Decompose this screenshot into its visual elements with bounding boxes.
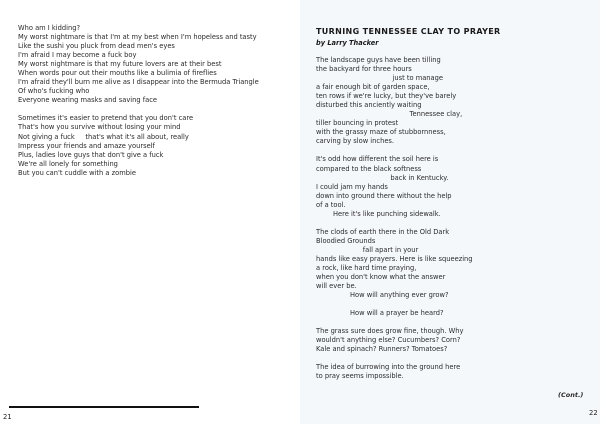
left-poem bbox=[18, 24, 259, 187]
poem-line: The landscape guys have been tilling bbox=[316, 56, 441, 64]
stanza bbox=[316, 155, 473, 218]
poem-byline: by Larry Thacker bbox=[316, 39, 379, 47]
poem-line: Sometimes it's easier to pretend that you don't care bbox=[18, 114, 194, 123]
poem-line: The idea of burrowing into the ground here bbox=[316, 363, 461, 372]
stanza bbox=[316, 327, 473, 354]
poem-line: That's how you survive without losing your mind bbox=[18, 123, 181, 132]
poem-line: tiller bouncing in protest bbox=[316, 119, 399, 128]
poem-line: I'm afraid they'll burn me alive as I disappear into the Bermuda Triangle bbox=[18, 78, 259, 87]
poem-line: carving by slow inches. bbox=[316, 137, 395, 146]
poem-line: fall apart in your bbox=[316, 245, 419, 254]
poem-line: We're all lonely for something bbox=[18, 159, 118, 168]
poem-line: hands like easy prayers. Here is like squeezing bbox=[316, 254, 473, 263]
poem-line: Kale and spinach? Runners? Tomatoes? bbox=[316, 345, 448, 354]
poem-line: Who am I kidding? bbox=[18, 24, 81, 32]
left-footer-rule bbox=[9, 406, 199, 408]
poem-line: The grass sure does grow fine, though. Why bbox=[316, 327, 464, 336]
poem-line: disturbed this anciently waiting bbox=[316, 101, 422, 110]
poem-line: Not giving a fuck that's what it's all about, really bbox=[18, 132, 189, 141]
poem-line: with the grassy maze of stubbornness, bbox=[316, 128, 446, 137]
poem-line: of a tool. bbox=[316, 200, 346, 209]
stanza bbox=[316, 228, 473, 300]
poem-line: Bloodied Grounds bbox=[316, 236, 376, 245]
poem-line: My worst nightmare is that I'm at my best when I'm hopeless and tasty bbox=[18, 33, 257, 42]
poem-line: How will anything ever grow? bbox=[316, 291, 449, 300]
poem-line: The clods of earth there in the Old Dark bbox=[316, 227, 450, 236]
poem-line: But you can't cuddle with a zombie bbox=[18, 168, 136, 177]
stanza bbox=[316, 363, 473, 381]
stanza bbox=[18, 114, 259, 177]
poem-line: to pray seems impossible. bbox=[316, 372, 404, 381]
poem-line: down into ground there without the help bbox=[316, 191, 452, 200]
left-page-number: 21 bbox=[3, 413, 12, 421]
poem-line: Of who's fucking who bbox=[18, 87, 90, 96]
poem-line: It's odd how different the soil here is bbox=[316, 155, 439, 164]
poem-line: Everyone wearing masks and saving face bbox=[18, 96, 158, 105]
poem-line: How will a prayer be heard? bbox=[316, 309, 444, 318]
poem-line: compared to the black softness bbox=[316, 164, 422, 173]
right-poem bbox=[316, 56, 473, 390]
poem-line: the backyard for three hours bbox=[316, 65, 412, 74]
poem-line: ten rows if we're lucky, but they've barely bbox=[316, 92, 457, 101]
poem-line: a rock, like hard time praying, bbox=[316, 263, 417, 272]
poem-line: wouldn't anything else? Cucumbers? Corn? bbox=[316, 336, 461, 345]
stanza bbox=[316, 56, 473, 146]
poem-title: TURNING TENNESSEE CLAY TO PRAYER bbox=[316, 27, 501, 36]
poem-line: Here it's like punching sidewalk. bbox=[316, 209, 441, 218]
stanza bbox=[18, 24, 259, 105]
poem-line: back in Kentucky. bbox=[316, 173, 449, 182]
poem-line: When words pour out their mouths like a bulimia of fireflies bbox=[18, 69, 217, 78]
poem-line: Impress your friends and amaze yourself bbox=[18, 141, 155, 150]
poem-line: Tennessee clay, bbox=[316, 110, 463, 119]
stanza bbox=[316, 309, 473, 318]
poem-line: I could jam my hands bbox=[316, 182, 388, 191]
poem-line: will ever be. bbox=[316, 282, 357, 291]
poem-line: Like the sushi you pluck from dead men's eyes bbox=[18, 42, 175, 51]
continued-label: (Cont.) bbox=[558, 391, 584, 399]
poem-line: Plus, ladies love guys that don't give a fuck bbox=[18, 150, 164, 159]
poem-line: I'm afraid I may become a fuck boy bbox=[18, 51, 137, 60]
poem-line: My worst nightmare is that my future lovers are at their best bbox=[18, 60, 222, 69]
right-page-number: 22 bbox=[589, 409, 598, 417]
poem-line: just to manage bbox=[316, 74, 444, 83]
poem-line: when you don't know what the answer bbox=[316, 273, 446, 282]
poem-line: a fair enough bit of garden space, bbox=[316, 83, 430, 92]
